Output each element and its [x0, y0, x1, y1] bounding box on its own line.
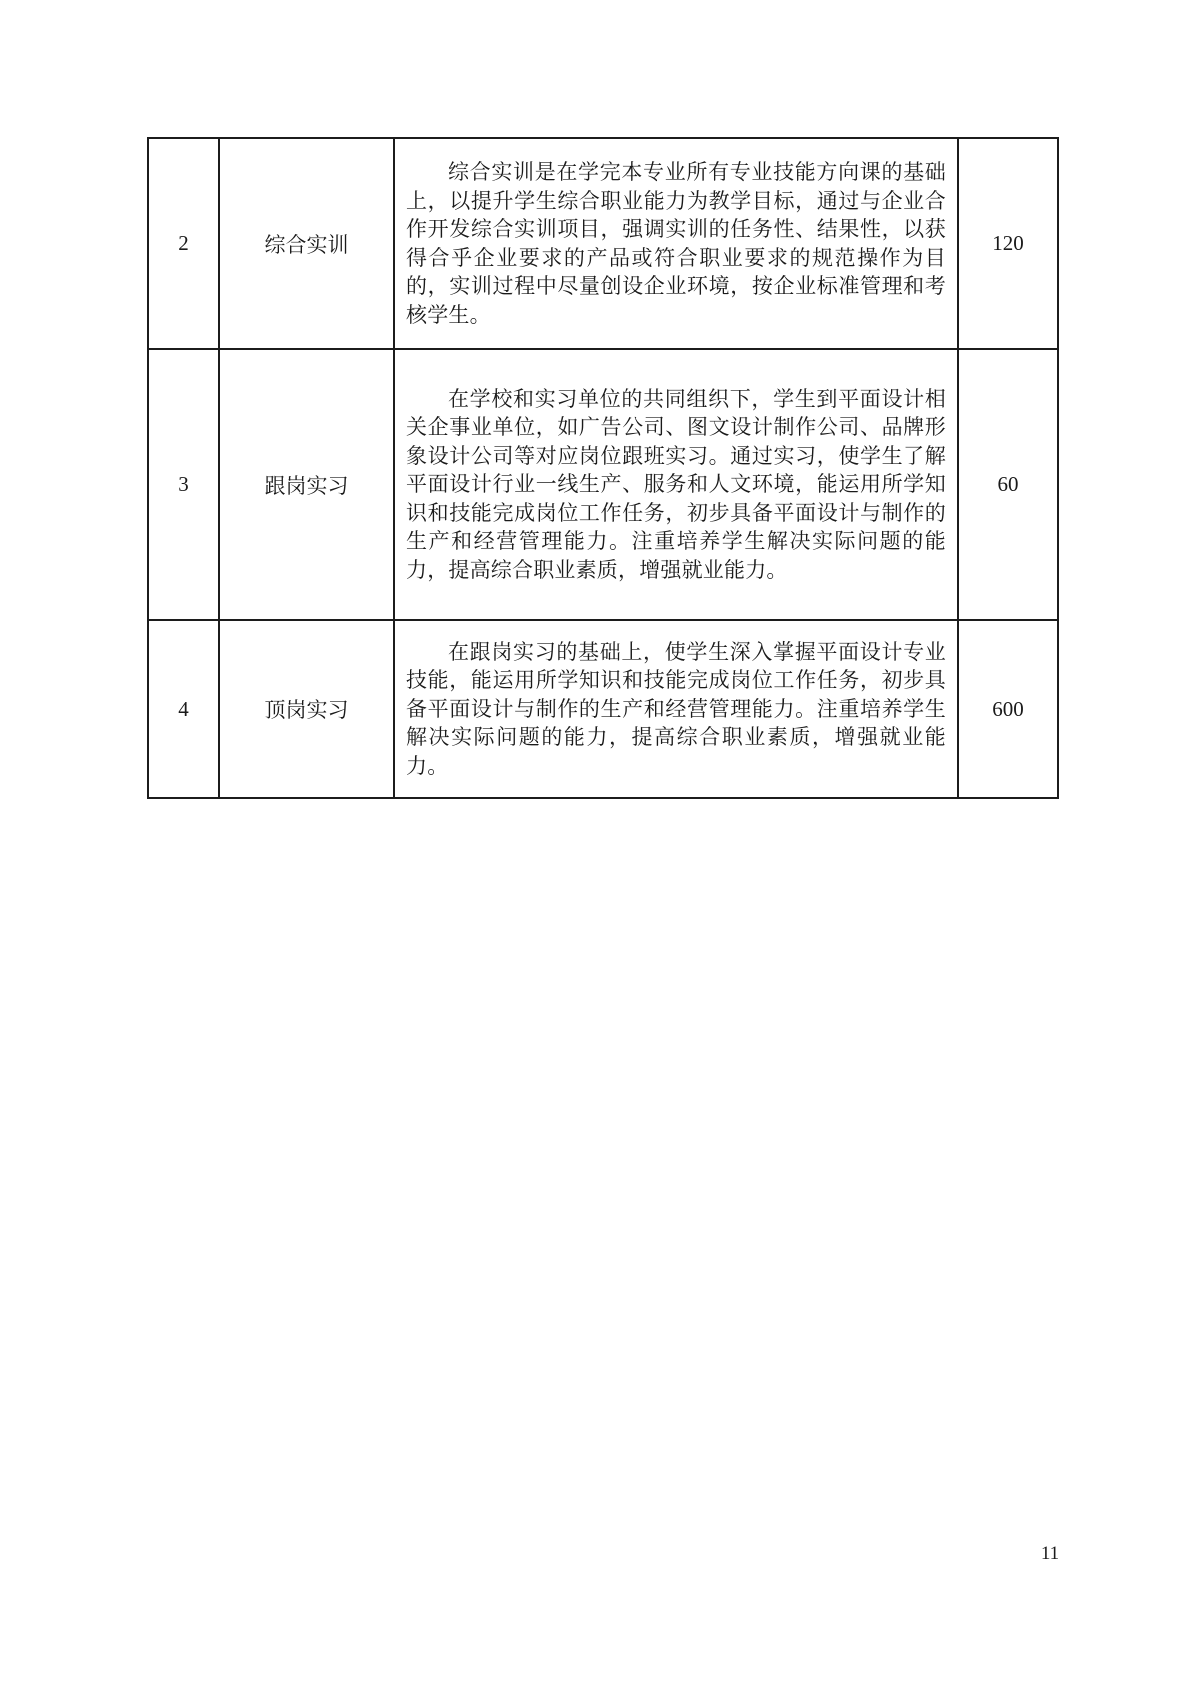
table-row — [148, 620, 1058, 798]
row-index-cell: 3 — [148, 349, 219, 620]
page-number: 11 — [1040, 1543, 1060, 1564]
table-row — [148, 138, 1058, 349]
hours-cell: 120 — [958, 138, 1058, 349]
course-description-text: 在跟岗实习的基础上，使学生深入掌握平面设计专业技能，能运用所学知识和技能完成岗位工作任务，初步具备平面设计与制作的生产和经营管理能力。注重培养学生解决实际问题的能力，提高综合职业素质，增强就业能力。 — [406, 639, 946, 778]
course-description-cell — [394, 349, 958, 620]
table-row — [148, 349, 1058, 620]
course-description-text: 综合实训是在学完本专业所有专业技能方向课的基础上，以提升学生综合职业能力为教学目标，通过与企业合作开发综合实训项目，强调实训的任务性、结果性，以获得合乎企业要求的产品或符合职业要求的规范操作为目的，实训过程中尽量创设企业环境，按企业标准管理和考核学生。 — [406, 160, 946, 327]
course-description-text: 在学校和实习单位的共同组织下，学生到平面设计相关企事业单位，如广告公司、图文设计制作公司、品牌形象设计公司等对应岗位跟班实习。通过实习，使学生了解平面设计行业一线生产、服务和人文环境，能运用所学知识和技能完成岗位工作任务，初步具备平面设计与制作的生产和经营管理能力。注重培养学生解决实际问题的能力，提高综合职业素质，增强就业能力。 — [406, 386, 946, 582]
course-name-cell: 综合实训 — [219, 138, 394, 349]
course-name-cell: 顶岗实习 — [219, 620, 394, 798]
course-table — [147, 137, 1059, 799]
hours-cell: 600 — [958, 620, 1058, 798]
course-description-cell — [394, 138, 958, 349]
row-index-cell: 4 — [148, 620, 219, 798]
course-description-cell — [394, 620, 958, 798]
hours-cell: 60 — [958, 349, 1058, 620]
row-index-cell: 2 — [148, 138, 219, 349]
course-name-cell: 跟岗实习 — [219, 349, 394, 620]
